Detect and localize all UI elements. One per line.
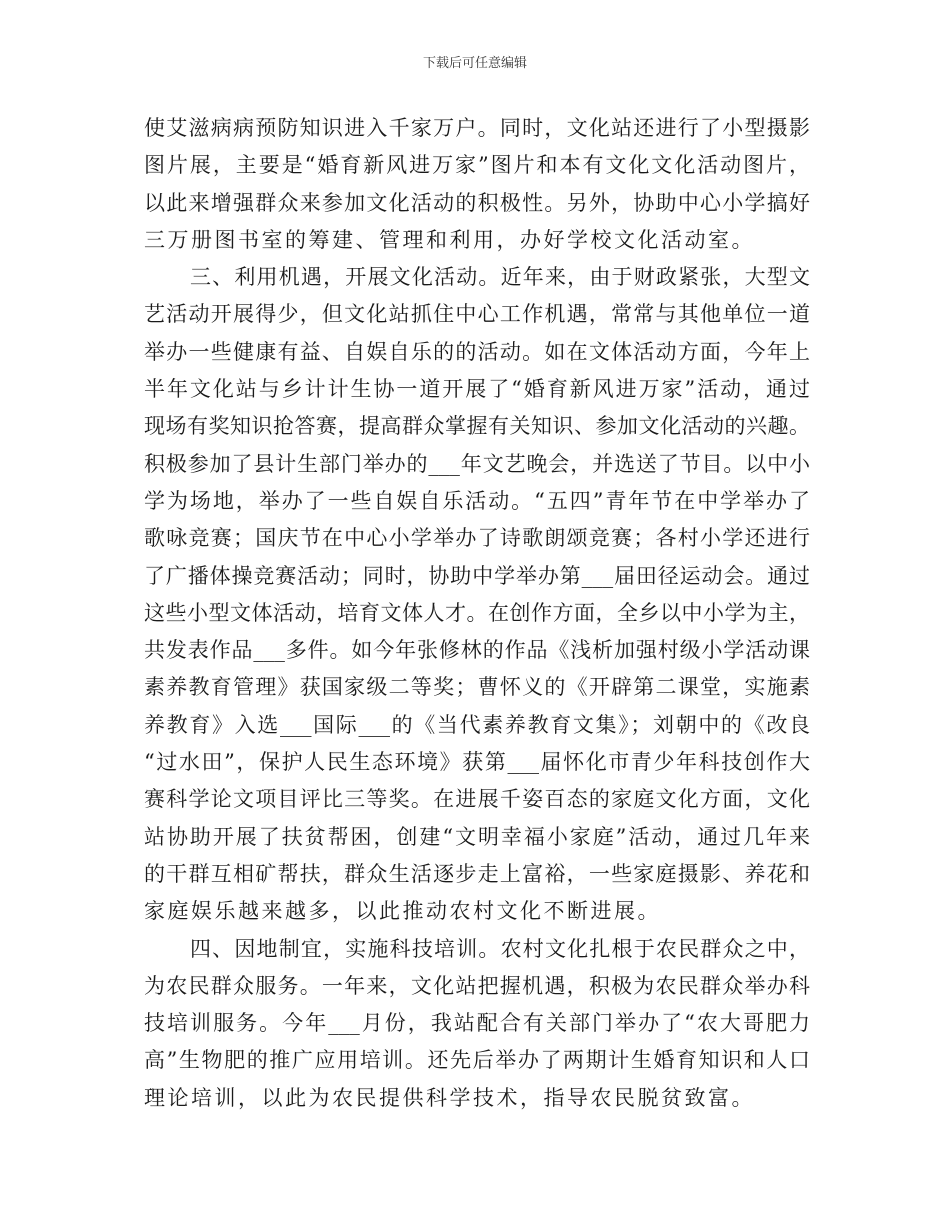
text-line: 技培训服务。今年___月份，我站配合有关部门举办了“农大哥肥力 (144, 1011, 810, 1036)
text-line: 四、因地制宜，实施科技培训。农村文化扎根于农民群众之中， (190, 936, 810, 961)
text-line: 这些小型文体活动，培育文体人才。在创作方面，全乡以中小学为主， (144, 600, 810, 625)
text-line: 以此来增强群众来参加文化活动的积极性。另外，协助中心小学搞好 (144, 190, 810, 215)
text-line: 积极参加了县计生部门举办的___年文艺晚会，并选送了节目。以中小 (144, 451, 810, 476)
text-line: 站协助开展了扶贫帮困，创建“文明幸福小家庭”活动，通过几年来 (144, 824, 810, 849)
text-line: 举办一些健康有益、自娱自乐的的活动。如在文体活动方面，今年上 (144, 339, 810, 364)
body-text (144, 110, 810, 1117)
text-line: 为农民群众服务。一年来，文化站把握机遇，积极为农民群众举办科 (144, 973, 810, 998)
text-line: 赛科学论文项目评比三等奖。在进展千姿百态的家庭文化方面，文化 (144, 787, 810, 812)
text-line: 理论培训，以此为农民提供科学技术，指导农民脱贫致富。 (144, 1085, 755, 1110)
text-line: 使艾滋病病预防知识进入千家万户。同时，文化站还进行了小型摄影 (144, 116, 810, 140)
text-line: 三万册图书室的筹建、管理和利用，办好学校文化活动室。 (144, 227, 755, 252)
text-line: “过水田”，保护人民生态环境》获第___届怀化市青少年科技创作大 (144, 750, 810, 775)
text-line: 半年文化站与乡计计生协一道开展了“婚育新风进万家”活动，通过 (144, 377, 810, 402)
text-line: 了广播体操竞赛活动；同时，协助中学举办第___届田径运动会。通过 (144, 563, 810, 588)
text-line: 养教育》入选___国际___的《当代素养教育文集》；刘朝中的《改良 (144, 712, 810, 737)
text-line: 歌咏竞赛；国庆节在中心小学举办了诗歌朗颂竞赛；各村小学还进行 (144, 526, 810, 551)
text-line: 共发表作品___多件。如今年张修林的作品《浅析加强村级小学活动课 (144, 638, 810, 663)
page-header: 下载后可任意编辑 (422, 56, 527, 71)
text-line: 图片展，主要是“婚育新风进万家”图片和本有文化文化活动图片， (144, 153, 810, 178)
text-line: 高”生物肥的推广应用培训。还先后举办了两期计生婚育知识和人口 (144, 1048, 810, 1073)
text-line: 学为场地，举办了一些自娱自乐活动。“五四”青年节在中学举办了 (144, 488, 810, 513)
text-line: 的干群互相矿帮扶，群众生活逐步走上富裕，一些家庭摄影、养花和 (144, 861, 810, 886)
text-line: 家庭娱乐越来越多，以此推动农村文化不断进展。 (144, 899, 661, 924)
text-line: 素养教育管理》获国家级二等奖；曹怀义的《开辟第二课堂，实施素 (144, 675, 810, 700)
text-line: 现场有奖知识抢答赛，提高群众掌握有关知识、参加文化活动的兴趣。 (144, 414, 810, 439)
text-line: 三、利用机遇，开展文化活动。近年来，由于财政紧张，大型文 (190, 265, 810, 290)
text-line: 艺活动开展得少，但文化站抓住中心工作机遇，常常与其他单位一道 (144, 302, 810, 327)
